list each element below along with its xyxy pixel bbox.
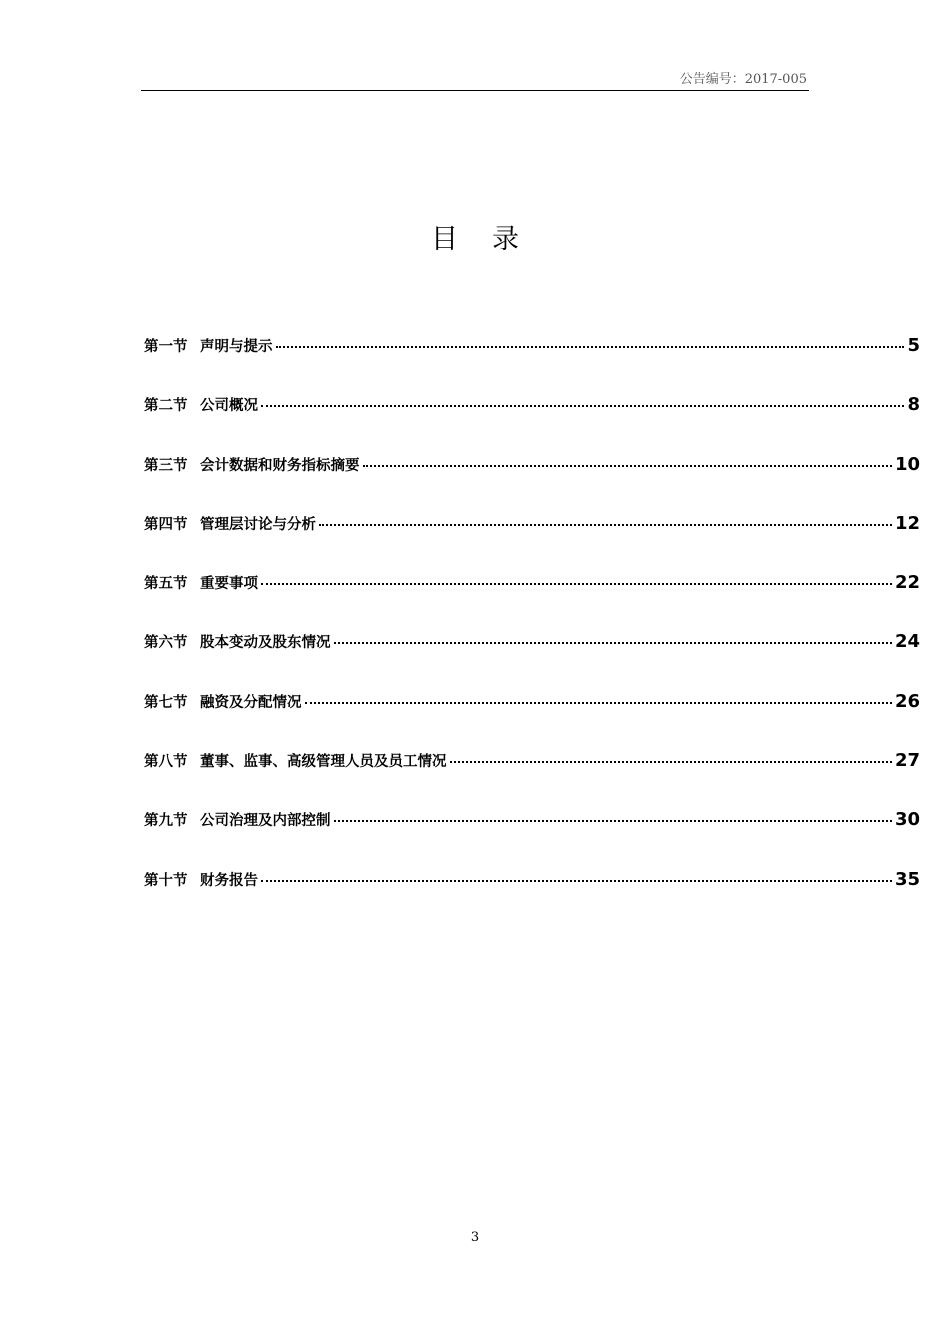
toc-dot-leader <box>261 583 892 585</box>
toc-dot-leader <box>363 465 892 467</box>
toc-section-number: 第七节 <box>144 694 188 711</box>
toc-page-number: 8 <box>907 394 920 416</box>
toc-section-title: 董事、监事、高级管理人员及员工情况 <box>200 754 447 771</box>
toc-section-title: 公司概况 <box>200 398 258 415</box>
toc-section-title: 声明与提示 <box>200 339 273 355</box>
toc-dot-leader <box>334 820 892 822</box>
toc-entry-5[interactable] <box>144 572 920 631</box>
toc-section-number: 第五节 <box>144 576 188 593</box>
toc-dot-leader <box>334 642 892 644</box>
page-title: 目录 <box>431 224 553 255</box>
toc-page-number: 35 <box>894 868 920 890</box>
toc-dot-leader <box>261 405 904 407</box>
toc-section-number: 第三节 <box>144 457 188 474</box>
toc-entry-4[interactable] <box>144 513 920 572</box>
toc-page-number: 24 <box>894 631 920 653</box>
toc-entry-10[interactable] <box>144 869 920 928</box>
toc-entry-1[interactable] <box>144 335 920 394</box>
toc-section-number: 第十节 <box>144 872 188 889</box>
toc-section-number: 第九节 <box>144 813 188 830</box>
toc-section-number: 第六节 <box>144 635 188 652</box>
toc-page-number: 12 <box>894 512 920 534</box>
toc-section-title: 重要事项 <box>200 576 258 593</box>
toc-section-number: 第一节 <box>144 339 188 355</box>
toc-dot-leader <box>276 346 905 348</box>
toc-section-title: 公司治理及内部控制 <box>200 813 331 830</box>
toc-section-title: 管理层讨论与分析 <box>200 516 316 533</box>
page-header <box>141 62 809 91</box>
toc-page-number: 5 <box>907 335 920 356</box>
toc-page-number: 26 <box>894 690 920 712</box>
table-of-contents <box>144 335 920 928</box>
toc-page-number: 10 <box>894 453 920 475</box>
toc-dot-leader <box>450 761 892 763</box>
toc-section-title: 财务报告 <box>200 872 258 889</box>
toc-dot-leader <box>305 702 892 704</box>
toc-dot-leader <box>261 880 892 882</box>
toc-entry-2[interactable] <box>144 394 920 453</box>
toc-section-title: 股本变动及股东情况 <box>200 635 331 652</box>
toc-page-number: 22 <box>894 572 920 594</box>
footer-page-number: 3 <box>470 1230 480 1245</box>
toc-entry-6[interactable] <box>144 631 920 690</box>
toc-dot-leader <box>319 524 892 526</box>
announcement-number: 公告编号：2017-005 <box>679 72 807 87</box>
toc-section-number: 第四节 <box>144 516 188 533</box>
toc-page-number: 30 <box>894 809 920 831</box>
toc-section-title: 会计数据和财务指标摘要 <box>200 457 360 474</box>
toc-page-number: 27 <box>894 750 920 772</box>
toc-entry-9[interactable] <box>144 809 920 868</box>
toc-section-number: 第二节 <box>144 398 188 415</box>
toc-section-title: 融资及分配情况 <box>200 694 302 711</box>
toc-entry-8[interactable] <box>144 750 920 809</box>
toc-entry-3[interactable] <box>144 454 920 513</box>
toc-section-number: 第八节 <box>144 754 188 771</box>
toc-entry-7[interactable] <box>144 691 920 750</box>
